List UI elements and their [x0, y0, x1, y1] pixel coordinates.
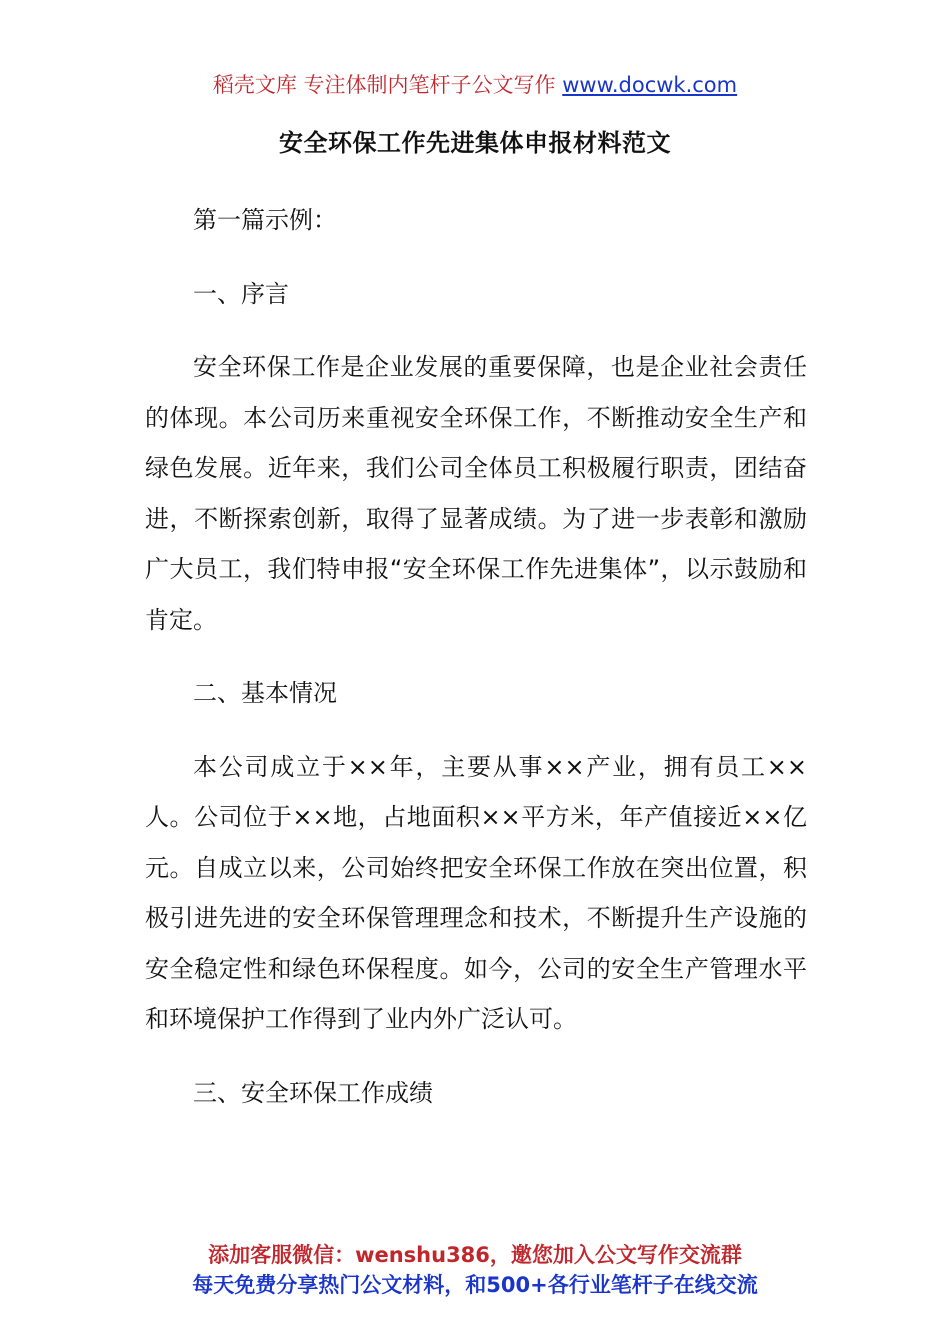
section-2-paragraph: 本公司成立于××年，主要从事××产业，拥有员工××人。公司位于××地，占地面积××平方米，年产值接近××亿元。自成立以来，公司始终把安全环保工作放在突出位置，积极引进先进的安全环保管理理念和技术，不断提升生产设施的安全稳定性和绿色环保程度。如今，公司的安全生产管理水平和环境保护工作得到了业内外广泛认可。 — [145, 752, 807, 1033]
page-header — [0, 70, 950, 100]
page-footer — [0, 1240, 950, 1300]
example-label: 第一篇示例： — [193, 206, 337, 234]
footer-wechat-line: 添加客服微信：wenshu386，邀您加入公文写作交流群 — [208, 1243, 742, 1267]
document-title: 安全环保工作先进集体申报材料范文 — [279, 129, 671, 157]
document-body — [145, 195, 807, 1141]
footer-share-line: 每天免费分享热门公文材料，和500+各行业笔杆子在线交流 — [192, 1273, 758, 1297]
section-2-heading: 二、基本情况 — [193, 679, 337, 707]
header-brand-text: 稻壳文库 专注体制内笔杆子公文写作 — [212, 73, 556, 97]
section-3-heading: 三、安全环保工作成绩 — [193, 1078, 433, 1107]
section-1-heading: 一、序言 — [193, 279, 289, 308]
header-website-link[interactable]: www.docwk.com — [562, 73, 738, 97]
section-1-paragraph: 安全环保工作是企业发展的重要保障，也是企业社会责任的体现。本公司历来重视安全环保工作，不断推动安全生产和绿色发展。近年来，我们公司全体员工积极履行职责，团结奋进，不断探索创新，取得了显著成绩。为了进一步表彰和激励广大员工，我们特申报“安全环保工作先进集体”，以示鼓励和肯定。 — [145, 353, 807, 634]
